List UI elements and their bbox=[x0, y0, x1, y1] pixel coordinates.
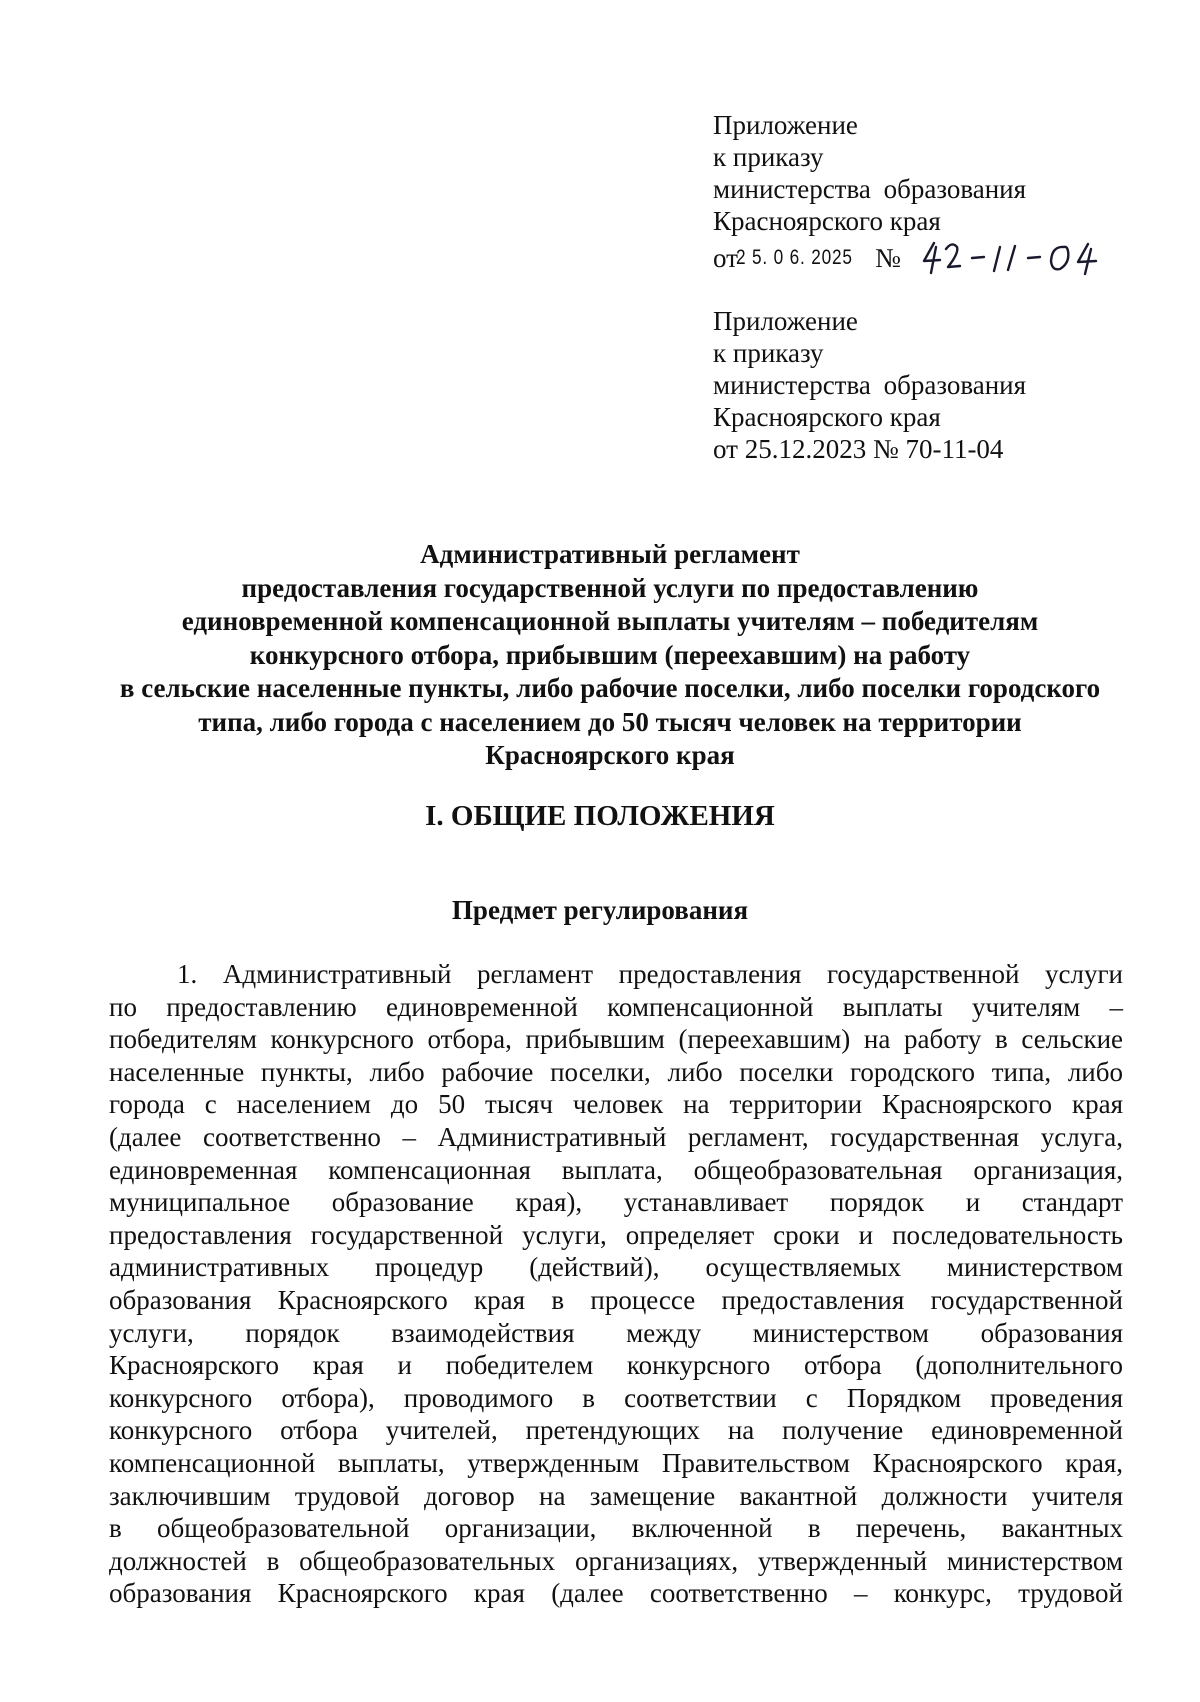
paragraph-line: образования Красноярского края в процессе предоставления государственной bbox=[109, 1284, 1123, 1315]
paragraph-line: города с населением до 50 тысяч человек на территории Красноярского края bbox=[109, 1089, 1123, 1120]
paragraph-line: должностей в общеобразовательных организациях, утвержденный министерством bbox=[109, 1545, 1123, 1576]
annex-ministry: министерства образования bbox=[713, 174, 1027, 204]
annex-date-number bbox=[713, 237, 1118, 284]
paragraph-line: конкурсного отбора учителей, претендующих на получение единовременной bbox=[109, 1415, 1123, 1446]
paragraph-line: в общеобразовательной организации, включенной в перечень, вакантных bbox=[109, 1513, 1123, 1544]
annex-order-ref: к приказу bbox=[713, 338, 824, 368]
paragraph-1 bbox=[109, 958, 1123, 1610]
paragraph-line: компенсационной выплаты, утвержденным Правительством Красноярского края, bbox=[109, 1447, 1123, 1478]
paragraph-line: по предоставлению единовременной компенсационной выплаты учителям – bbox=[109, 991, 1123, 1022]
title-line: единовременной компенсационной выплаты учителям – победителям bbox=[181, 606, 1039, 636]
handwritten-order-number bbox=[918, 237, 1118, 284]
number-sign: № bbox=[875, 243, 901, 273]
paragraph-line: услуги, порядок взаимодействия между министерством образования bbox=[109, 1317, 1123, 1348]
paragraph-line: единовременная компенсационная выплата, общеобразовательная организация, bbox=[109, 1154, 1123, 1185]
paragraph-line: заключившим трудовой договор на замещение вакантной должности учителя bbox=[109, 1480, 1123, 1511]
paragraph-line: конкурсного отбора), проводимого в соответствии с Порядком проведения bbox=[109, 1382, 1123, 1413]
annex-region: Красноярского края bbox=[713, 402, 941, 432]
paragraph-line: предоставления государственной услуги, определяет сроки и последовательность bbox=[109, 1219, 1123, 1250]
paragraph-line: Красноярского края и победителем конкурсного отбора (дополнительного bbox=[109, 1350, 1123, 1381]
title-line: в сельские населенные пункты, либо рабочие поселки, либо поселки городского bbox=[119, 673, 1101, 703]
document-title bbox=[60, 538, 1160, 773]
annex-region: Красноярского края bbox=[713, 206, 941, 236]
section-subheading: Предмет регулирования bbox=[451, 895, 749, 925]
annex-date-prefix: от bbox=[713, 243, 738, 273]
paragraph-line: муниципальное образование края), устанавливает порядок и стандарт bbox=[109, 1187, 1123, 1218]
annex-label: Приложение bbox=[713, 110, 858, 140]
annex-ministry: министерства образования bbox=[713, 370, 1027, 400]
title-line: предоставления государственной услуги по предоставлению bbox=[241, 572, 979, 603]
paragraph-line: 1. Административный регламент предоставления государственной услуги bbox=[177, 959, 1123, 989]
annex-date-number: от 25.12.2023 № 70-11-04 bbox=[713, 434, 1004, 464]
title-line: типа, либо города с населением до 50 тысяч человек на территории bbox=[198, 706, 1022, 737]
annex-order-ref: к приказу bbox=[713, 142, 824, 172]
paragraph-line: (далее соответственно – Административный регламент, государственная услуга, bbox=[109, 1121, 1123, 1152]
title-line: Красноярского края bbox=[485, 740, 735, 770]
title-line: конкурсного отбора, прибывшим (переехавшим) на работу bbox=[249, 639, 971, 670]
paragraph-line: образования Красноярского края (далее соответственно – конкурс, трудовой bbox=[109, 1578, 1123, 1609]
section-heading: I. ОБЩИЕ ПОЛОЖЕНИЯ bbox=[425, 800, 775, 832]
annex-label: Приложение bbox=[713, 306, 858, 336]
date-stamp: 2 5. 0 6. 2025 bbox=[735, 246, 853, 269]
paragraph-line: административных процедур (действий), осуществляемых министерством bbox=[109, 1252, 1123, 1283]
annex-block-original-order bbox=[713, 305, 1026, 465]
title-line: Административный регламент bbox=[420, 539, 800, 569]
annex-block-new-order bbox=[713, 109, 1118, 284]
paragraph-line: населенные пункты, либо рабочие поселки, либо поселки городского типа, либо bbox=[109, 1056, 1123, 1087]
paragraph-line: победителям конкурсного отбора, прибывшим (переехавшим) на работу в сельские bbox=[109, 1024, 1123, 1055]
